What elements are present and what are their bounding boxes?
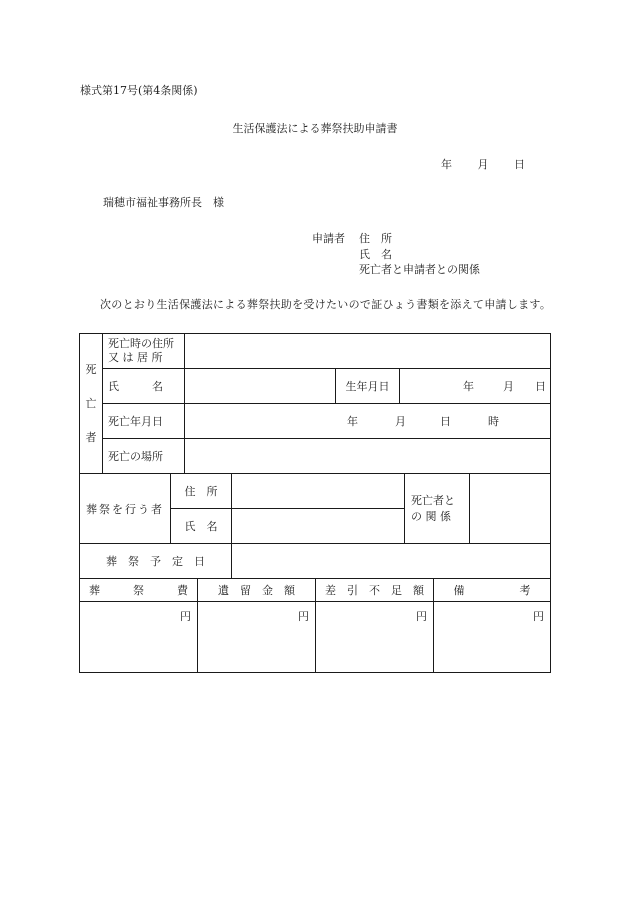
address-at-death-line-2: 又 は 居 所 [108,351,163,364]
performer-address-field[interactable] [232,474,404,508]
deceased-name-field[interactable] [185,369,335,403]
address-at-death-label [108,334,184,368]
relation-label-line-1: 死亡者と [411,493,455,507]
estate-amount-header: 遺 留 金 額 [218,584,295,597]
scheduled-date-field[interactable] [232,544,550,578]
shortfall-yen: 円 [416,610,427,623]
death-date-field[interactable] [185,404,550,438]
remarks-yen: 円 [533,610,544,623]
addressee: 瑞穂市福祉事務所長 様 [103,196,224,209]
birth-year-label: 年 [463,380,474,393]
date-year-label: 年 [441,158,452,171]
funeral-performer-label: 葬祭を行う者 [86,502,164,516]
document-title: 生活保護法による葬祭扶助申請書 [232,122,398,135]
date-month-label: 月 [477,158,489,171]
death-place-field[interactable] [185,439,550,473]
shortfall-header: 差 引 不 足 額 [325,584,424,597]
scheduled-date-label: 葬 祭 予 定 日 [106,555,205,568]
funeral-cost-header: 葬 祭 費 [89,584,188,597]
performer-name-label: 氏 名 [184,520,218,533]
death-date-label: 死亡年月日 [108,415,163,428]
form-number: 様式第17号(第4条関係) [80,84,198,97]
remarks-header: 備 考 [453,584,531,597]
deceased-name-label: 氏 名 [108,380,163,393]
deceased-header [80,334,102,473]
shortfall-field[interactable] [316,602,433,672]
applicant-address-label: 住 所 [359,232,392,245]
address-at-death-field[interactable] [185,334,550,368]
death-place-label: 死亡の場所 [108,450,163,463]
date-day-label: 日 [514,158,525,171]
funeral-cost-yen: 円 [180,610,191,623]
relation-label [411,474,469,543]
estate-amount-yen: 円 [298,610,309,623]
birth-day-label: 日 [535,380,546,393]
applicant-label: 申請者 [312,232,345,245]
relation-label-line-2: の 関 係 [411,509,451,523]
death-month-label: 月 [395,415,406,428]
address-at-death-line-1: 死亡時の住所 [108,337,174,350]
birthdate-label: 生年月日 [345,380,390,393]
deceased-header-char-1: 死 [85,362,97,376]
body-text: 次のとおり生活保護法による葬祭扶助を受けたいので証ひょう書類を添えて申請します。 [100,298,552,311]
death-year-label: 年 [347,415,358,428]
relation-field[interactable] [470,474,550,543]
birth-month-label: 月 [503,380,514,393]
performer-name-field[interactable] [232,509,404,543]
applicant-relation-label: 死亡者と申請者との関係 [359,263,480,276]
remarks-field[interactable] [434,602,550,672]
deceased-header-char-2: 亡 [85,396,97,410]
deceased-header-char-3: 者 [85,430,97,444]
death-day-label: 日 [440,415,451,428]
performer-address-label: 住 所 [184,485,218,498]
birthdate-field[interactable] [400,369,550,403]
funeral-cost-field[interactable] [80,602,197,672]
estate-amount-field[interactable] [198,602,315,672]
death-hour-label: 時 [488,415,499,428]
applicant-name-label: 氏 名 [359,247,392,261]
